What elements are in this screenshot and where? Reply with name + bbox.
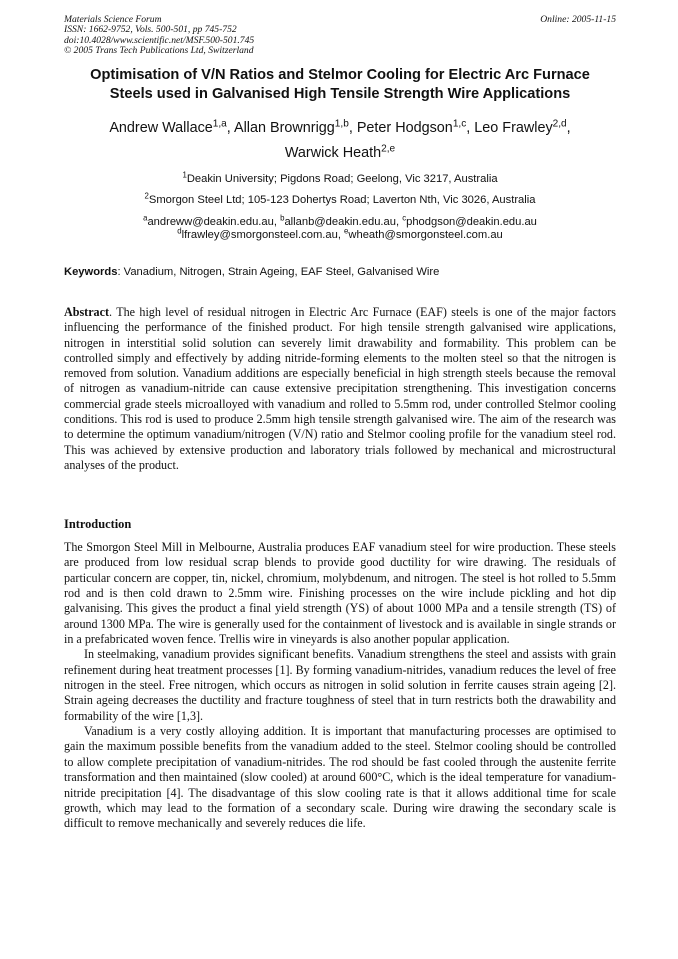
doi-line[interactable]: doi:10.4028/www.scientific.net/MSF.500-501.745 [64, 34, 255, 46]
journal-name: Materials Science Forum [64, 14, 162, 25]
affiliation-1: $^1$Deakin University; Pigdons Road; Geelong, Vic 3217, Australia [182, 170, 498, 185]
paper-title [40, 66, 640, 104]
email-link[interactable]: $^c$phodgson@deakin.edu.au [402, 213, 537, 228]
copyright-line: © 2005 Trans Tech Publications Ltd, Switzerland [64, 45, 254, 57]
author: Allan Brownrigg$^{1,b}$ [234, 118, 349, 136]
issn-line: ISSN: 1662-9752, Vols. 500-501, pp 745-752 [64, 24, 237, 36]
email-link[interactable]: $^a$andreww@deakin.edu.au [143, 213, 274, 228]
journal-header [64, 15, 616, 57]
introduction-body [64, 540, 616, 832]
paragraph: In steelmaking, vanadium provides significant benefits. Vanadium strengthens the steel and assists with grain refinement during heat treatment processes [1]. By forming vanadium-nitrides, vanadium reduces the level of free nitrogen in the steel. Free nitrogen, which occurs as nitrogen in solid solution in ferrite causes strain ageing [2]. Strain ageing decreases the ductility and fracture toughness of steel that in turn restricts both the drawability and formability of the wire [1,3]. [64, 647, 616, 723]
author: Leo Frawley$^{2,d}$ [474, 118, 567, 136]
affiliation-2: $^2$Smorgon Steel Ltd; 105-123 Dohertys Road; Laverton Nth, Vic 3026, Australia [144, 191, 536, 206]
section-heading-introduction: Introduction [64, 517, 132, 531]
author: Warwick Heath$^{2,e}$ [284, 143, 396, 161]
author: Andrew Wallace$^{1,a}$ [109, 118, 227, 136]
paragraph: Vanadium is a very costly alloying addition. It is important that manufacturing processes are optimised to gain the maximum possible benefits from the vanadium added to the steel. Stelmor cooling should be controlled to allow complete precipitation of vanadium-nitrides. The rod should be fast cooled through the austenite ferrite transformation and then maintained (slow cooled) at around 600°C, which is the ideal temperature for vanadium-nitride precipitation [4]. The disadvantage of this slow cooling rate is that it allows additional time for scale growth, which may lead to the formation of a secondary scale. During wire drawing the secondary scale is difficult to remove mechanically and severely reduces die life. [64, 724, 616, 831]
title-line-2: Steels used in Galvanised High Tensile Strength Wire Applications [109, 86, 571, 102]
email-link[interactable]: $^e$wheath@smorgonsteel.com.au [344, 226, 503, 241]
online-date: Online: 2005-11-15 [540, 14, 616, 25]
abstract-label: Abstract [64, 305, 110, 319]
abstract-text: . The high level of residual nitrogen in Electric Arc Furnace (EAF) steels is one of the major factors influencing the performance of the finished product. For high tensile strength galvanised wire applications, nitrogen in interstitial solid solution can severely limit drawability and formability. This problem can be controlled simply and effectively by adding nitride-forming elements to the molten steel so that the nitrogen is removed from solution. Vanadium additions are especially beneficial in high strength steels because the removal of nitrogen as vanadium-nitride can cause extensive precipitation strengthening. This investigation concerns commercial grade steels microalloyed with vanadium and rolled to 5.5mm rod, under controlled Stelmor cooling conditions. This rod is used to produce 2.5mm high tensile strength galvanised wire. The aim of the research was to determine the optimum vanadium/nitrogen (V/N) ratio and Stelmor cooling profile for the vanadium steel rod. This was achieved by extensive production and laboratory trials followed by mechanical and microstructural analyses of the product. [64, 305, 616, 472]
title-line-1: Optimisation of V/N Ratios and Stelmor Cooling for Electric Arc Furnace [90, 67, 590, 83]
keywords-label: Keywords [64, 266, 118, 278]
author-list: Andrew Wallace$^{1,a}$, Allan Brownrigg$^{1,b}$, Peter Hodgson$^{1,c}$, Leo Frawley$^{2,d}$, Warwick Heath$^{2,e}$ [109, 118, 571, 161]
keywords [64, 265, 616, 279]
email-link[interactable]: $^d$lfrawley@smorgonsteel.com.au [177, 226, 338, 241]
email-link[interactable]: $^b$allanb@deakin.edu.au [280, 213, 396, 228]
author: Peter Hodgson$^{1,c}$ [356, 118, 467, 136]
keywords-text: : Vanadium, Nitrogen, Strain Ageing, EAF Steel, Galvanised Wire [117, 266, 440, 278]
paragraph: The Smorgon Steel Mill in Melbourne, Australia produces EAF vanadium steel for wire production. These steels are produced from low residual scrap blends to provide good ductility for wire drawing. The residuals of particular concern are copper, tin, nickel, chromium, molybdenum, and nitrogen. The steel is hot rolled to 5.5mm rod and is then cold drawn to 2.5mm wire. Finishing processes on the wire include pickling and hot dip galvanising. This gives the product a final yield strength (YS) of about 1000 MPa and a tensile strength (TS) of around 1300 MPa. The wire is generally used for the containment of livestock and is available in single strands or in a prefabricated woven fence. Trellis wire in vineyards is also another popular application. [64, 540, 616, 647]
abstract [64, 305, 616, 473]
email-list: $^a$andreww@deakin.edu.au, $^b$allanb@deakin.edu.au, $^c$phodgson@deakin.edu.au $^d$lfrawley@smorgonsteel.com.au, $^e$wheath@smorgonsteel.com.au [143, 213, 537, 241]
